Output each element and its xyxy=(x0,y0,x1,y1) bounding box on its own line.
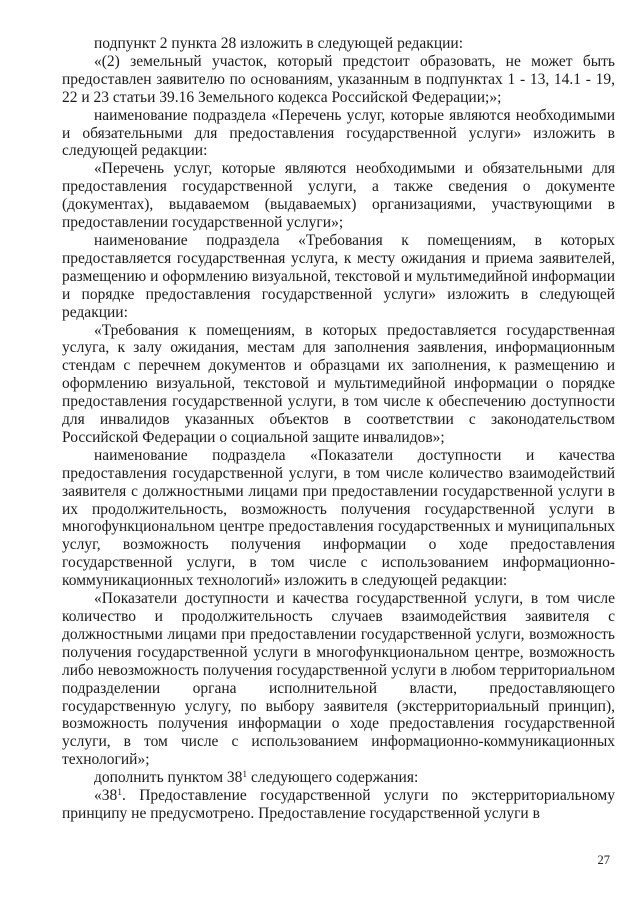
text-run: дополнить пунктом 38 xyxy=(94,769,243,787)
paragraph-last xyxy=(62,787,615,823)
paragraph: «(2) земельный участок, который предстоит образовать, не может быть предоставлен заявителю по основаниям, указанным в подпунктах 1 - 13, 14.1 - 19, 22 и 23 статьи 39.16 Земельного кодекса Российской Федерации;»; xyxy=(62,52,615,106)
paragraph-addendum xyxy=(62,769,615,787)
text-run: . Предоставление государственной услуги по экстерриториальному принципу не предусмотрено. Предоставление государственной услуги в xyxy=(62,787,615,822)
paragraph: подпункт 2 пункта 28 изложить в следующей редакции: xyxy=(94,35,464,52)
paragraph: наименование подраздела «Требования к помещениям, в которых предоставляется государственная услуга, к месту ожидания и приема заявителей, размещению и оформлению визуальной, текстовой и мультимедийной информации и порядке предоставления государственной услуги» изложить в следующей редакции: xyxy=(62,231,615,321)
paragraph: наименование подраздела «Показатели доступности и качества предоставления государственной услуги, в том числе количество взаимодействий заявителя с должностными лицами при предоставлении государственной услуги в их продолжительность, возможность получения государственной услуги в многофункциональном центре предоставления государственных и муниципальных услуг, возможность получения информации о ходе предоставления государственной услуги, в том числе с использованием информационно-коммуникационных технологий» изложить в следующей редакции: xyxy=(62,446,615,590)
superscript: 1 xyxy=(117,788,122,799)
paragraph: «Показатели доступности и качества государственной услуги, в том числе количество и продолжительность случаев взаимодействия заявителя с должностными лицами при предоставлении государственной услуги, возможность получения государственной услуги в многофункциональном центре, возможность либо невозможность получения государственной услуги в любом территориальном подразделении органа исполнительной власти, предоставляющего государственную услугу, по выбору заявителя (экстерриториальный принцип), возможность получения информации о ходе предоставления государственной услуги, в том числе с использованием информационно-коммуникационных технологий»; xyxy=(62,590,615,769)
superscript: 1 xyxy=(242,770,248,781)
document-body xyxy=(62,35,615,823)
paragraph: наименование подраздела «Перечень услуг, которые являются необходимыми и обязательными для предоставления государственной услуги» изложить в следующей редакции: xyxy=(62,106,615,160)
paragraph: «Требования к помещениям, в которых предоставляется государственная услуга, к залу ожидания, местам для заполнения заявления, информационным стендам с перечнем документов и образцами их заполнения, к размещению и оформлению визуальной, текстовой и мультимедийной информации о порядке предоставления государственной услуги, в том числе к обеспечению доступности для инвалидов указанных объектов в соответствии с законодательством Российской Федерации о социальной защите инвалидов»; xyxy=(62,321,615,446)
paragraph: «Перечень услуг, которые являются необходимыми и обязательными для предоставления государственной услуги, а также сведения о документе (документах), выдаваемом (выдаваемых) организациями, участвующими в предоставлении государственной услуги»; xyxy=(62,160,615,232)
text-run: «38 xyxy=(94,787,118,805)
text-run: следующего содержания: xyxy=(247,769,419,787)
page-number: 27 xyxy=(597,853,610,867)
